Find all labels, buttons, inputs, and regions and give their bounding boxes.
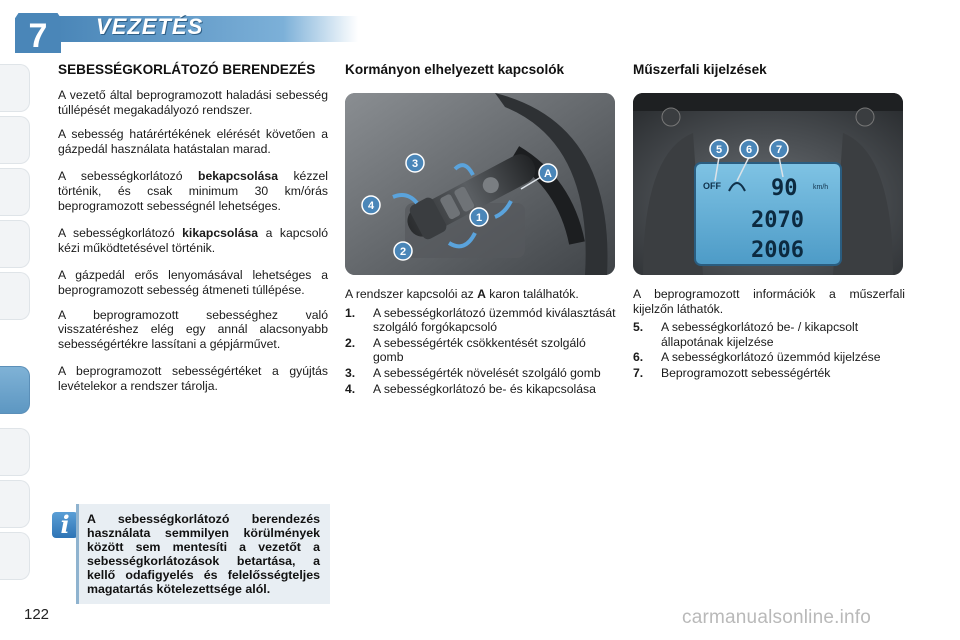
side-tab-3[interactable] xyxy=(0,168,30,216)
paragraph-6: A beprogramozott sebességhez való visszatéréshez elég egy annál alacsonyabb sebességértékre lassítani a gépjárművet. xyxy=(58,307,328,351)
display-list xyxy=(633,320,905,380)
paragraph-7: A beprogramozott sebességértéket a gyújtás levételekor a rendszer tárolja. xyxy=(58,364,328,393)
section-title-speed-limiter: SEBESSÉGKORLÁTOZÓ BERENDEZÉS xyxy=(58,62,316,77)
section-title-dashboard-display: Műszerfali kijelzések xyxy=(633,62,767,77)
controls-list xyxy=(345,306,617,397)
svg-text:7: 7 xyxy=(775,144,783,156)
list-item: 5. A sebességkorlátozó be- / kikapcsolt állapotának kijelzése xyxy=(633,320,859,349)
callout-7 xyxy=(770,140,788,158)
paragraph-1: A vezető által beprogramozott haladási sebesség túllépését megakadályozó rendszer. xyxy=(58,88,328,117)
info-note-box xyxy=(76,504,330,604)
svg-text:km/h: km/h xyxy=(813,184,829,191)
side-tab-7-active[interactable] xyxy=(0,366,30,414)
paragraph-4: A sebességkorlátozó kikapcsolása a kapcsoló kézi működtetésével történik. xyxy=(58,226,328,255)
display-intro: A beprogramozott információk a műszerfali kijelzőn láthatók. xyxy=(633,287,905,316)
callout-A xyxy=(539,164,557,182)
list-item: 1. A sebességkorlátozó üzemmód kiválasztását szolgáló forgókapcsoló xyxy=(345,305,616,335)
dashboard-display-column xyxy=(633,62,905,382)
svg-text:2: 2 xyxy=(399,246,407,258)
speed-limiter-column xyxy=(58,62,328,404)
callout-3 xyxy=(406,154,424,172)
side-tab-2[interactable] xyxy=(0,116,30,164)
list-item: 4. A sebességkorlátozó be- és kikapcsolása xyxy=(345,381,596,396)
callout-5 xyxy=(710,140,728,158)
list-item: 2. A sebességérték csökkentését szolgáló gomb xyxy=(345,335,586,365)
page-number: 122 xyxy=(24,606,50,623)
chapter-number-badge xyxy=(12,10,64,56)
instrument-panel-illustration xyxy=(633,93,903,275)
info-note-text: A sebességkorlátozó berendezés használata semmilyen körülmények között sem mentesíti a vezetőt a sebességkorlátozások betartása, a kellő odafigyelés és felelősségteljes magatartás kötelezettsége alól. xyxy=(87,512,320,596)
watermark: carmanualsonline.info xyxy=(682,607,872,628)
side-tab-5[interactable] xyxy=(0,272,30,320)
side-tab-8[interactable] xyxy=(0,428,30,476)
steering-stalk-illustration xyxy=(345,93,615,275)
info-icon: i xyxy=(52,512,78,538)
paragraph-2: A sebesség határértékének elérését követően a gázpedál használata hatástalan marad. xyxy=(58,127,328,156)
side-tab-9[interactable] xyxy=(0,480,30,528)
list-item: 7. Beprogramozott sebességérték xyxy=(633,365,831,380)
side-tab-4[interactable] xyxy=(0,220,30,268)
section-title-steering-controls: Kormányon elhelyezett kapcsolók xyxy=(345,62,565,77)
controls-intro: A rendszer kapcsolói az A karon találhatók. xyxy=(345,287,579,301)
svg-text:3: 3 xyxy=(411,158,419,170)
callout-6 xyxy=(740,140,758,158)
callout-4 xyxy=(362,196,380,214)
svg-text:2006: 2006 xyxy=(751,238,804,263)
chapter-number: 7 xyxy=(28,17,48,55)
svg-text:A: A xyxy=(544,168,552,180)
side-tab-1[interactable] xyxy=(0,64,30,112)
instrument-panel-photo xyxy=(633,93,903,275)
paragraph-3: A sebességkorlátozó bekapcsolása kézzel történik, és csak minimum 30 km/órás beprogramozott sebességnél lehetséges. xyxy=(58,169,328,213)
callout-2 xyxy=(394,242,412,260)
svg-text:5: 5 xyxy=(715,144,723,156)
steering-controls-column xyxy=(345,62,617,397)
callout-1 xyxy=(470,208,488,226)
svg-text:90: 90 xyxy=(771,176,798,201)
chapter-side-tabs xyxy=(0,64,34,584)
svg-text:4: 4 xyxy=(367,200,375,212)
svg-text:1: 1 xyxy=(475,212,483,224)
list-item: 3. A sebességérték növelését szolgáló gomb xyxy=(345,365,601,380)
steering-stalk-photo xyxy=(345,93,615,275)
side-tab-10[interactable] xyxy=(0,532,30,580)
svg-text:2070: 2070 xyxy=(751,208,804,233)
svg-text:OFF: OFF xyxy=(703,181,721,191)
paragraph-5: A gázpedál erős lenyomásával lehetséges a beprogramozott sebesség átmeneti túllépése. xyxy=(58,268,328,297)
list-item: 6. A sebességkorlátozó üzemmód kijelzése xyxy=(633,350,881,365)
page-title: VEZETÉS xyxy=(96,14,204,39)
svg-text:6: 6 xyxy=(745,144,753,156)
